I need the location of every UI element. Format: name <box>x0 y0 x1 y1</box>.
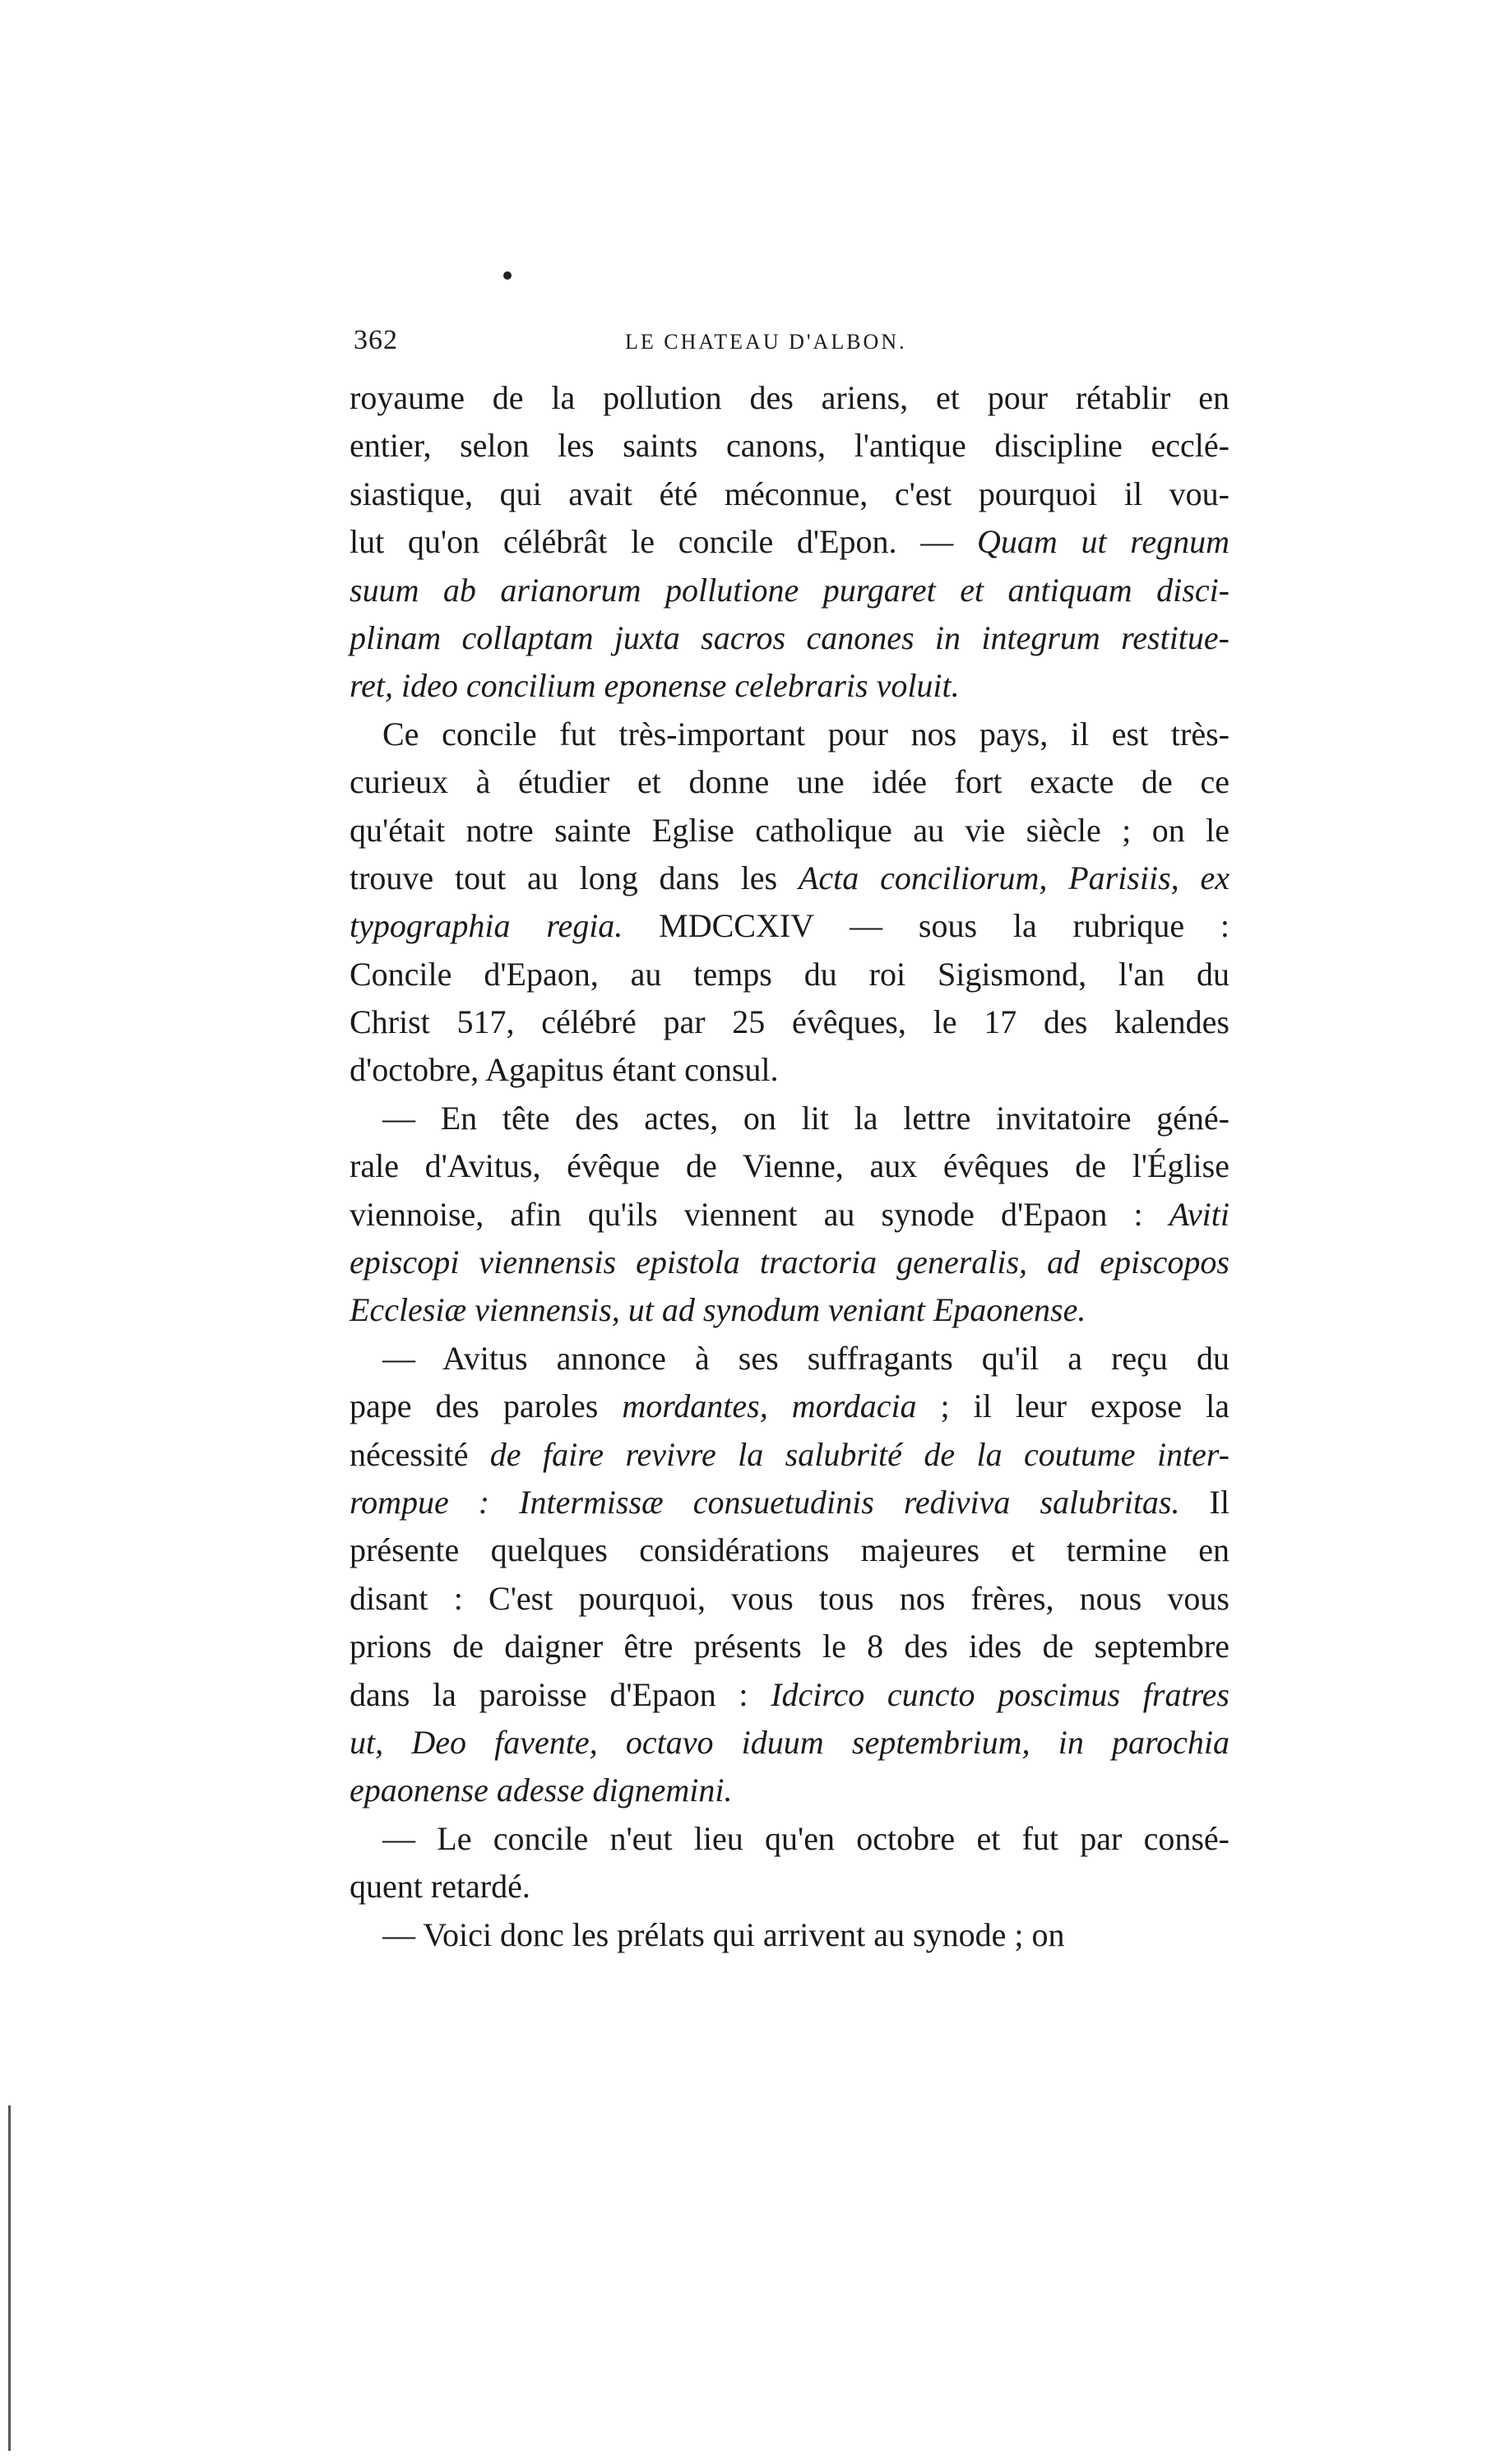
text-line <box>350 1191 1229 1239</box>
text-line <box>350 902 1229 950</box>
text-line <box>350 1046 1229 1094</box>
text-line <box>350 1767 1229 1814</box>
text-run: qu'était notre sainte Eglise catholique au vie siècle ; on le <box>350 811 1229 849</box>
text-run: lut qu'on célébrât le concile d'Epon. — <box>350 523 977 561</box>
ink-dot <box>503 271 512 280</box>
text-line <box>350 1863 1229 1911</box>
text-line <box>350 374 1229 422</box>
text-run: siastique, qui avait été méconnue, c'est pourquoi il vou- <box>350 475 1229 512</box>
text-line <box>350 470 1229 518</box>
latin-quote: epaonense adesse dignemini. <box>350 1772 733 1809</box>
text-line <box>350 614 1229 662</box>
text-run: disant : C'est pourquoi, vous tous nos frères, nous vous <box>350 1579 1229 1617</box>
text-run: viennoise, afin qu'ils viennent au synode d'Epaon : <box>350 1195 1169 1233</box>
paragraph <box>350 374 1229 711</box>
text-line <box>350 1239 1229 1286</box>
text-run: — Voici donc les prélats qui arrivent au synode ; on <box>382 1915 1065 1953</box>
text-run: entier, selon les saints canons, l'antique discipline ecclé- <box>350 427 1229 465</box>
text-line <box>350 1671 1229 1719</box>
text-line <box>350 1383 1229 1430</box>
latin-quote: de faire revivre la salubrité de la coutume inter- <box>489 1435 1230 1473</box>
text-line <box>350 1911 1229 1959</box>
latin-quote: Idcirco cuncto poscimus fratres <box>771 1675 1229 1713</box>
text-run: d'octobre, Agapitus étant consul. <box>350 1051 779 1089</box>
running-title: LE CHATEAU D'ALBON. <box>625 330 907 354</box>
text-run: présente quelques considérations majeures et termine en <box>350 1531 1229 1569</box>
text-line <box>350 1479 1229 1526</box>
text-run: — Le concile n'eut lieu qu'en octobre et fut par consé- <box>382 1819 1229 1857</box>
text-run: royaume de la pollution des ariens, et pour rétablir en <box>350 379 1229 416</box>
text-run: quent retardé. <box>350 1868 530 1906</box>
text-line <box>350 1335 1229 1383</box>
latin-quote: Aviti <box>1169 1195 1229 1233</box>
text-line <box>350 1431 1229 1479</box>
text-run: dans la paroisse d'Epaon : <box>350 1675 771 1713</box>
text-line <box>350 998 1229 1046</box>
text-run: Il <box>1179 1483 1229 1521</box>
text-run: trouve tout au long dans les <box>350 859 799 896</box>
margin-rule <box>8 2105 11 2451</box>
text-line <box>350 758 1229 806</box>
text-line <box>350 1095 1229 1142</box>
latin-quote: ret, ideo concilium eponense celebraris voluit. <box>350 667 960 705</box>
text-line <box>350 1526 1229 1574</box>
paragraph <box>350 711 1229 1095</box>
text-line <box>350 951 1229 998</box>
latin-quote: plinam collaptam juxta sacros canones in integrum restitue- <box>350 618 1229 656</box>
text-run: rale d'Avitus, évêque de Vienne, aux évêques de l'Église <box>350 1147 1229 1185</box>
text-line <box>350 1575 1229 1623</box>
text-line <box>350 567 1229 614</box>
text-run: Ce concile fut très-important pour nos pays, il est très- <box>382 715 1229 753</box>
paragraph <box>350 1095 1229 1335</box>
latin-quote: typographia regia. <box>350 907 623 945</box>
latin-quote: mordantes, mordacia <box>622 1387 917 1425</box>
text-run: prions de daigner être présents le 8 des ides de septembre <box>350 1628 1229 1665</box>
latin-quote: Ecclesiæ viennensis, ut ad synodum veniant Epaonense. <box>350 1291 1086 1329</box>
latin-quote: episcopi viennensis epistola tractoria generalis, ad episcopos <box>350 1244 1229 1281</box>
running-head <box>354 325 1225 366</box>
text-line <box>350 1623 1229 1670</box>
text-run: pape des paroles <box>350 1387 623 1425</box>
latin-quote: ut, Deo favente, octavo iduum septembrium, in parochia <box>350 1723 1229 1761</box>
text-run: Christ 517, célébré par 25 évêques, le 17 des kalendes <box>350 1003 1229 1041</box>
latin-quote: rompue : Intermissæ consuetudinis rediviva salubritas. <box>350 1483 1180 1521</box>
text-run: curieux à étudier et donne une idée fort exacte de ce <box>350 763 1229 801</box>
text-line <box>350 855 1229 902</box>
text-line <box>350 711 1229 758</box>
text-line <box>350 1719 1229 1767</box>
latin-quote: Acta conciliorum, Parisiis, ex <box>798 859 1229 896</box>
paragraph <box>350 1815 1229 1911</box>
text-line <box>350 1142 1229 1190</box>
text-run: ; il leur expose la <box>916 1387 1229 1425</box>
latin-quote: suum ab arianorum pollutione purgaret et antiquam disci- <box>350 571 1229 609</box>
paragraph <box>350 1911 1229 1959</box>
text-run: MDCCXIV — sous la rubrique : <box>623 907 1229 945</box>
text-line <box>350 518 1229 566</box>
text-line <box>350 1815 1229 1863</box>
text-line <box>350 422 1229 470</box>
paragraph <box>350 1335 1229 1815</box>
text-run: nécessité <box>350 1435 490 1473</box>
text-run: — Avitus annonce à ses suffragants qu'il a reçu du <box>382 1339 1229 1377</box>
body-text <box>350 374 1229 1959</box>
text-line <box>350 662 1229 710</box>
text-run: Concile d'Epaon, au temps du roi Sigismond, l'an du <box>350 955 1229 993</box>
latin-quote: Quam ut regnum <box>976 523 1229 561</box>
text-run: — En tête des actes, on lit la lettre invitatoire géné- <box>382 1099 1229 1137</box>
text-line <box>350 1286 1229 1334</box>
text-line <box>350 807 1229 855</box>
page-number: 362 <box>354 325 398 355</box>
